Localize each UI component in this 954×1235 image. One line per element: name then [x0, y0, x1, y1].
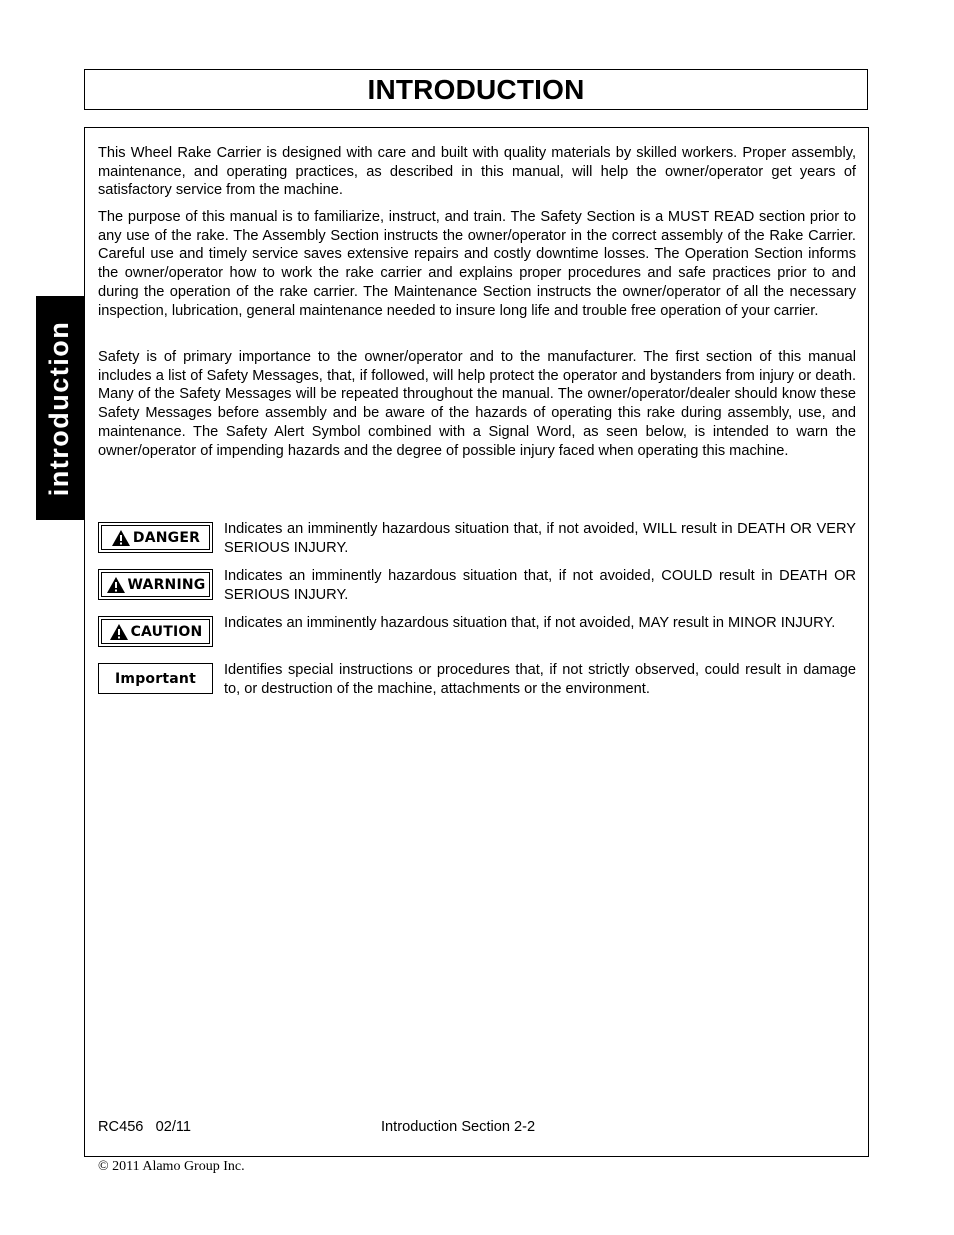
safety-alert-triangle-icon	[111, 529, 131, 547]
footer-model-date: RC456 02/11	[98, 1119, 192, 1135]
section-side-tab	[36, 296, 84, 520]
important-label	[98, 663, 213, 694]
intro-paragraph-1: This Wheel Rake Carrier is designed with care and built with quality materials by skilled workers. Proper assembly, maintenance, and operating practices, as described in this manual, will help the owner/operator get years of satisfactory service from the machine.	[98, 145, 856, 199]
copyright-notice: © 2011 Alamo Group Inc.	[98, 1159, 245, 1174]
page-header	[84, 69, 868, 110]
warning-description: Indicates an imminently hazardous situation that, if not avoided, COULD result in DEATH OR SERIOUS INJURY.	[224, 568, 856, 603]
side-tab-label: introduction	[44, 320, 75, 496]
signal-word-row-danger	[98, 522, 856, 562]
intro-paragraph-3: Safety is of primary importance to the owner/operator and to the manufacturer. The first section of this manual includes a list of Safety Messages, that, if followed, will help protect the operator and bystanders from injury or death. Many of the Safety Messages will be repeated throughout the manual. The owner/operator/dealer should know these Safety Messages before assembly and be aware of the hazards of operating this rake during assembly, use, and maintenance. The Safety Alert Symbol combined with a Signal Word, as seen below, is intended to warn the owner/operator of impending hazards and the degree of possible injury faced when operating this machine.	[98, 349, 856, 459]
page-title: INTRODUCTION	[367, 73, 585, 105]
safety-alert-triangle-icon	[106, 576, 126, 594]
caution-description: Indicates an imminently hazardous situation that, if not avoided, MAY result in MINOR INJURY.	[224, 615, 836, 631]
warning-signal-word: WARNING	[127, 576, 206, 593]
signal-word-row-important	[98, 663, 856, 703]
signal-word-row-caution	[98, 616, 856, 656]
danger-description: Indicates an imminently hazardous situation that, if not avoided, WILL result in DEATH OR VERY SERIOUS INJURY.	[224, 521, 856, 556]
signal-word-row-warning	[98, 569, 856, 609]
warning-label	[98, 569, 213, 600]
caution-label	[98, 616, 213, 647]
important-description: Identifies special instructions or procedures that, if not strictly observed, could result in damage to, or destruction of the machine, attachments or the environment.	[224, 662, 856, 697]
caution-signal-word: CAUTION	[130, 623, 203, 640]
footer-section-page: Introduction Section 2-2	[381, 1119, 536, 1135]
intro-paragraph-2: The purpose of this manual is to familiarize, instruct, and train. The Safety Section is a MUST READ section prior to any use of the rake. The Assembly Section instructs the owner/operator in the correct assembly of the Rake Carrier. Careful use and timely service saves extensive repairs and costly downtime losses. The Operation Section informs the owner/operator how to work the rake carrier and explains proper procedures and safe practices prior to and during the operation of the rake carrier. The Maintenance Section instructs the owner/operator of all the necessary inspection, lubrication, general maintenance needed to insure long life and trouble free operation of your carrier.	[98, 209, 856, 319]
important-signal-word: Important	[115, 670, 196, 687]
content-frame	[84, 127, 869, 1157]
danger-signal-word: DANGER	[132, 529, 201, 546]
danger-label	[98, 522, 213, 553]
safety-alert-triangle-icon	[109, 623, 129, 641]
